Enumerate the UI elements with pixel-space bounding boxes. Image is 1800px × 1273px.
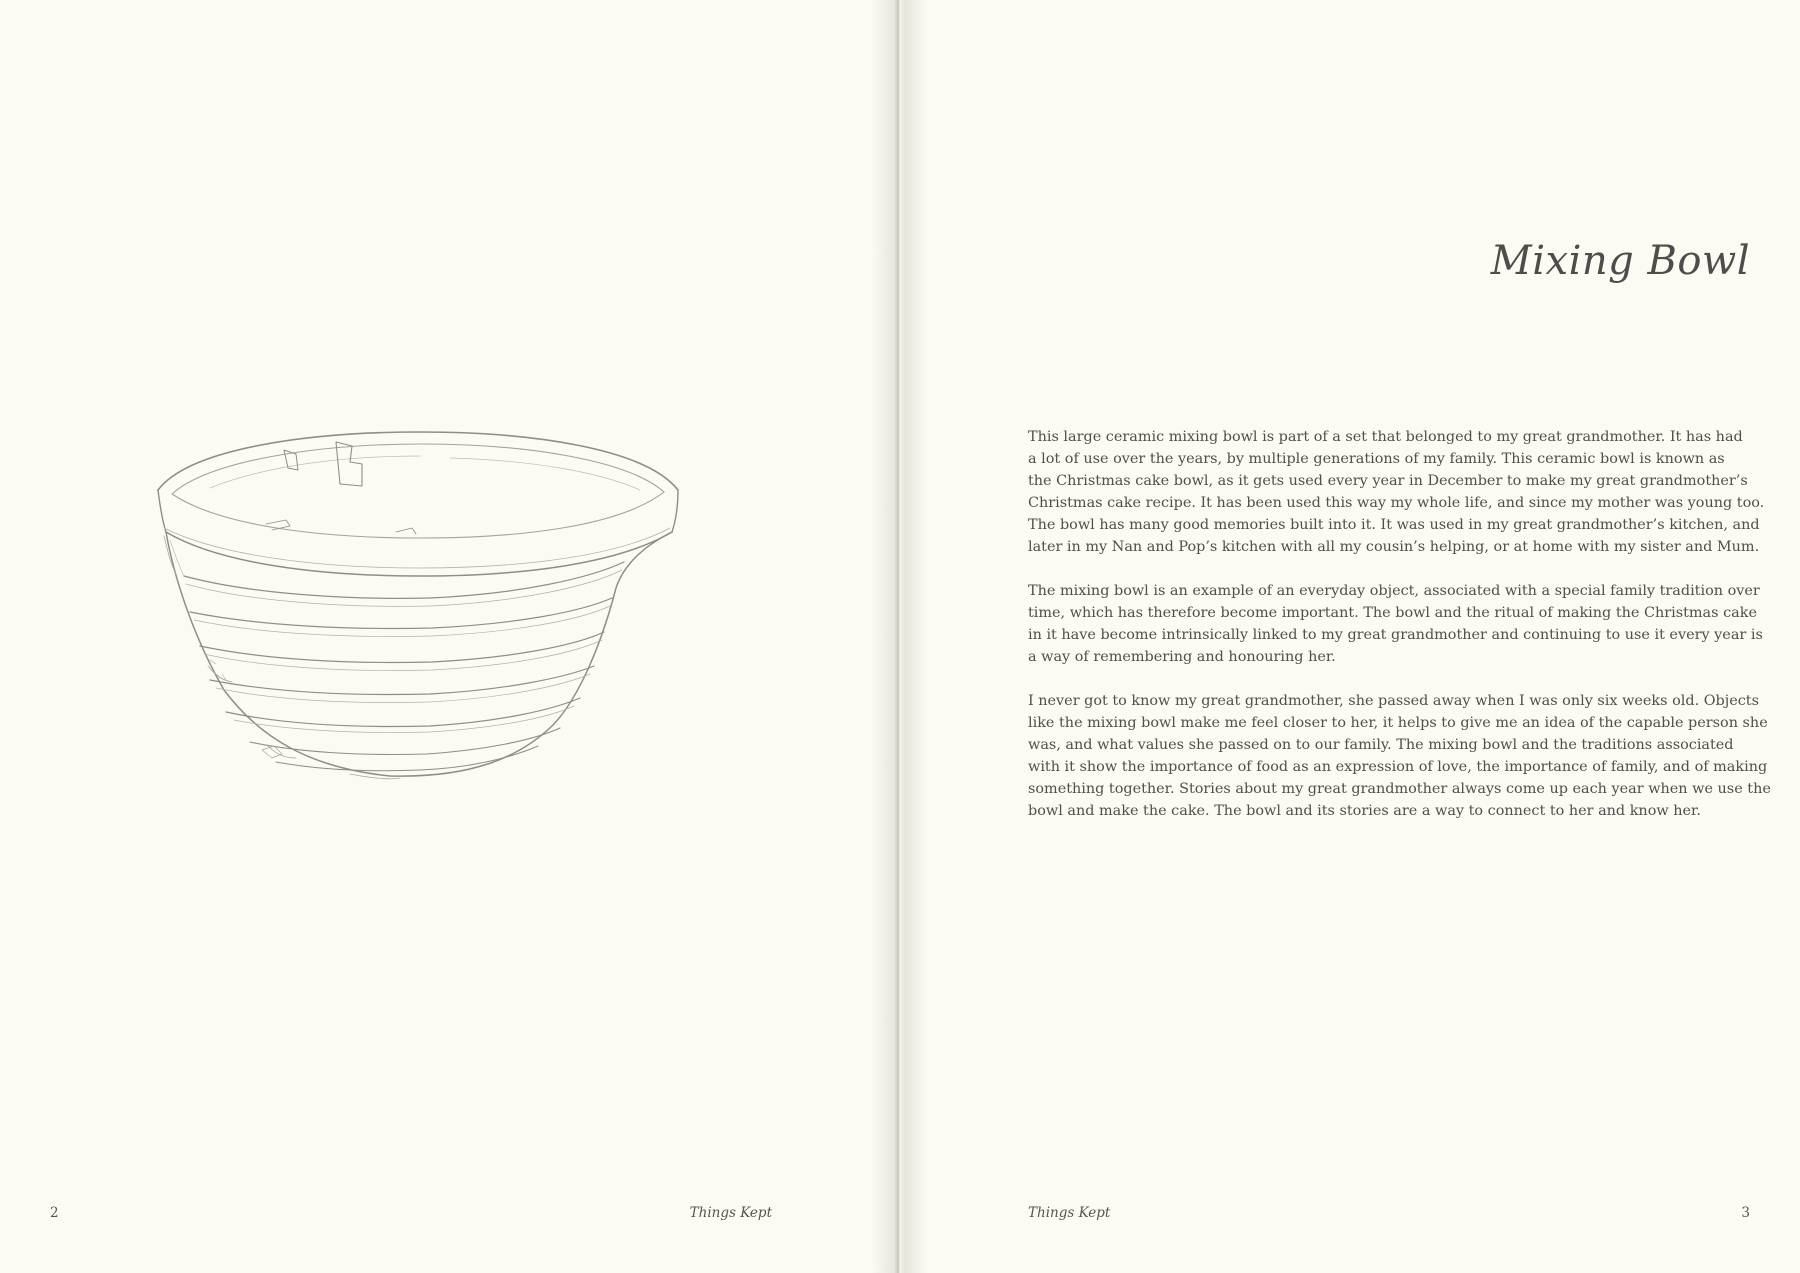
paragraph: [1028, 580, 1766, 668]
right-page: [898, 0, 1800, 1273]
text-line: Christmas cake recipe. It has been used this way my whole life, and since my mother was young too.: [1028, 495, 1765, 511]
text-line: with it show the importance of food as an expression of love, the importance of family, and of making: [1028, 759, 1768, 775]
paragraph: [1028, 690, 1771, 822]
right-page-number: 3: [1741, 1205, 1750, 1221]
mixing-bowl-sketch-icon: [150, 428, 690, 868]
text-line: a lot of use over the years, by multiple generations of my family. This ceramic bowl is known as: [1028, 451, 1725, 467]
text-line: This large ceramic mixing bowl is part of a set that belonged to my great grandmother. It has had: [1028, 429, 1743, 445]
body-text: [1028, 426, 1771, 844]
right-running-title: Things Kept: [1028, 1205, 1111, 1221]
left-page: [0, 0, 898, 1273]
text-line: bowl and make the cake. The bowl and its stories are a way to connect to her and know her.: [1028, 803, 1701, 819]
page-title: Mixing Bowl: [1490, 238, 1750, 284]
left-running-title: Things Kept: [689, 1205, 772, 1221]
text-line: something together. Stories about my great grandmother always come up each year when we use the: [1028, 781, 1771, 797]
text-line: a way of remembering and honouring her.: [1028, 649, 1336, 665]
text-line: like the mixing bowl make me feel closer to her, it helps to give me an idea of the capable person she: [1028, 715, 1768, 731]
text-line: The bowl has many good memories built into it. It was used in my great grandmother’s kitchen, and: [1028, 517, 1760, 533]
text-line: the Christmas cake bowl, as it gets used every year in December to make my great grandmother’s: [1028, 473, 1748, 489]
text-line: time, which has therefore become important. The bowl and the ritual of making the Christmas cake: [1028, 605, 1757, 621]
text-line: I never got to know my great grandmother, she passed away when I was only six weeks old. Objects: [1028, 693, 1759, 709]
paragraph: [1028, 426, 1766, 558]
text-line: was, and what values she passed on to our family. The mixing bowl and the traditions associated: [1028, 737, 1734, 753]
text-line: in it have become intrinsically linked to my great grandmother and continuing to use it every year is: [1028, 627, 1763, 643]
text-line: The mixing bowl is an example of an everyday object, associated with a special family tradition over: [1028, 583, 1760, 599]
left-page-number: 2: [50, 1205, 59, 1221]
text-line: later in my Nan and Pop’s kitchen with all my cousin’s helping, or at home with my sister and Mum.: [1028, 539, 1760, 555]
